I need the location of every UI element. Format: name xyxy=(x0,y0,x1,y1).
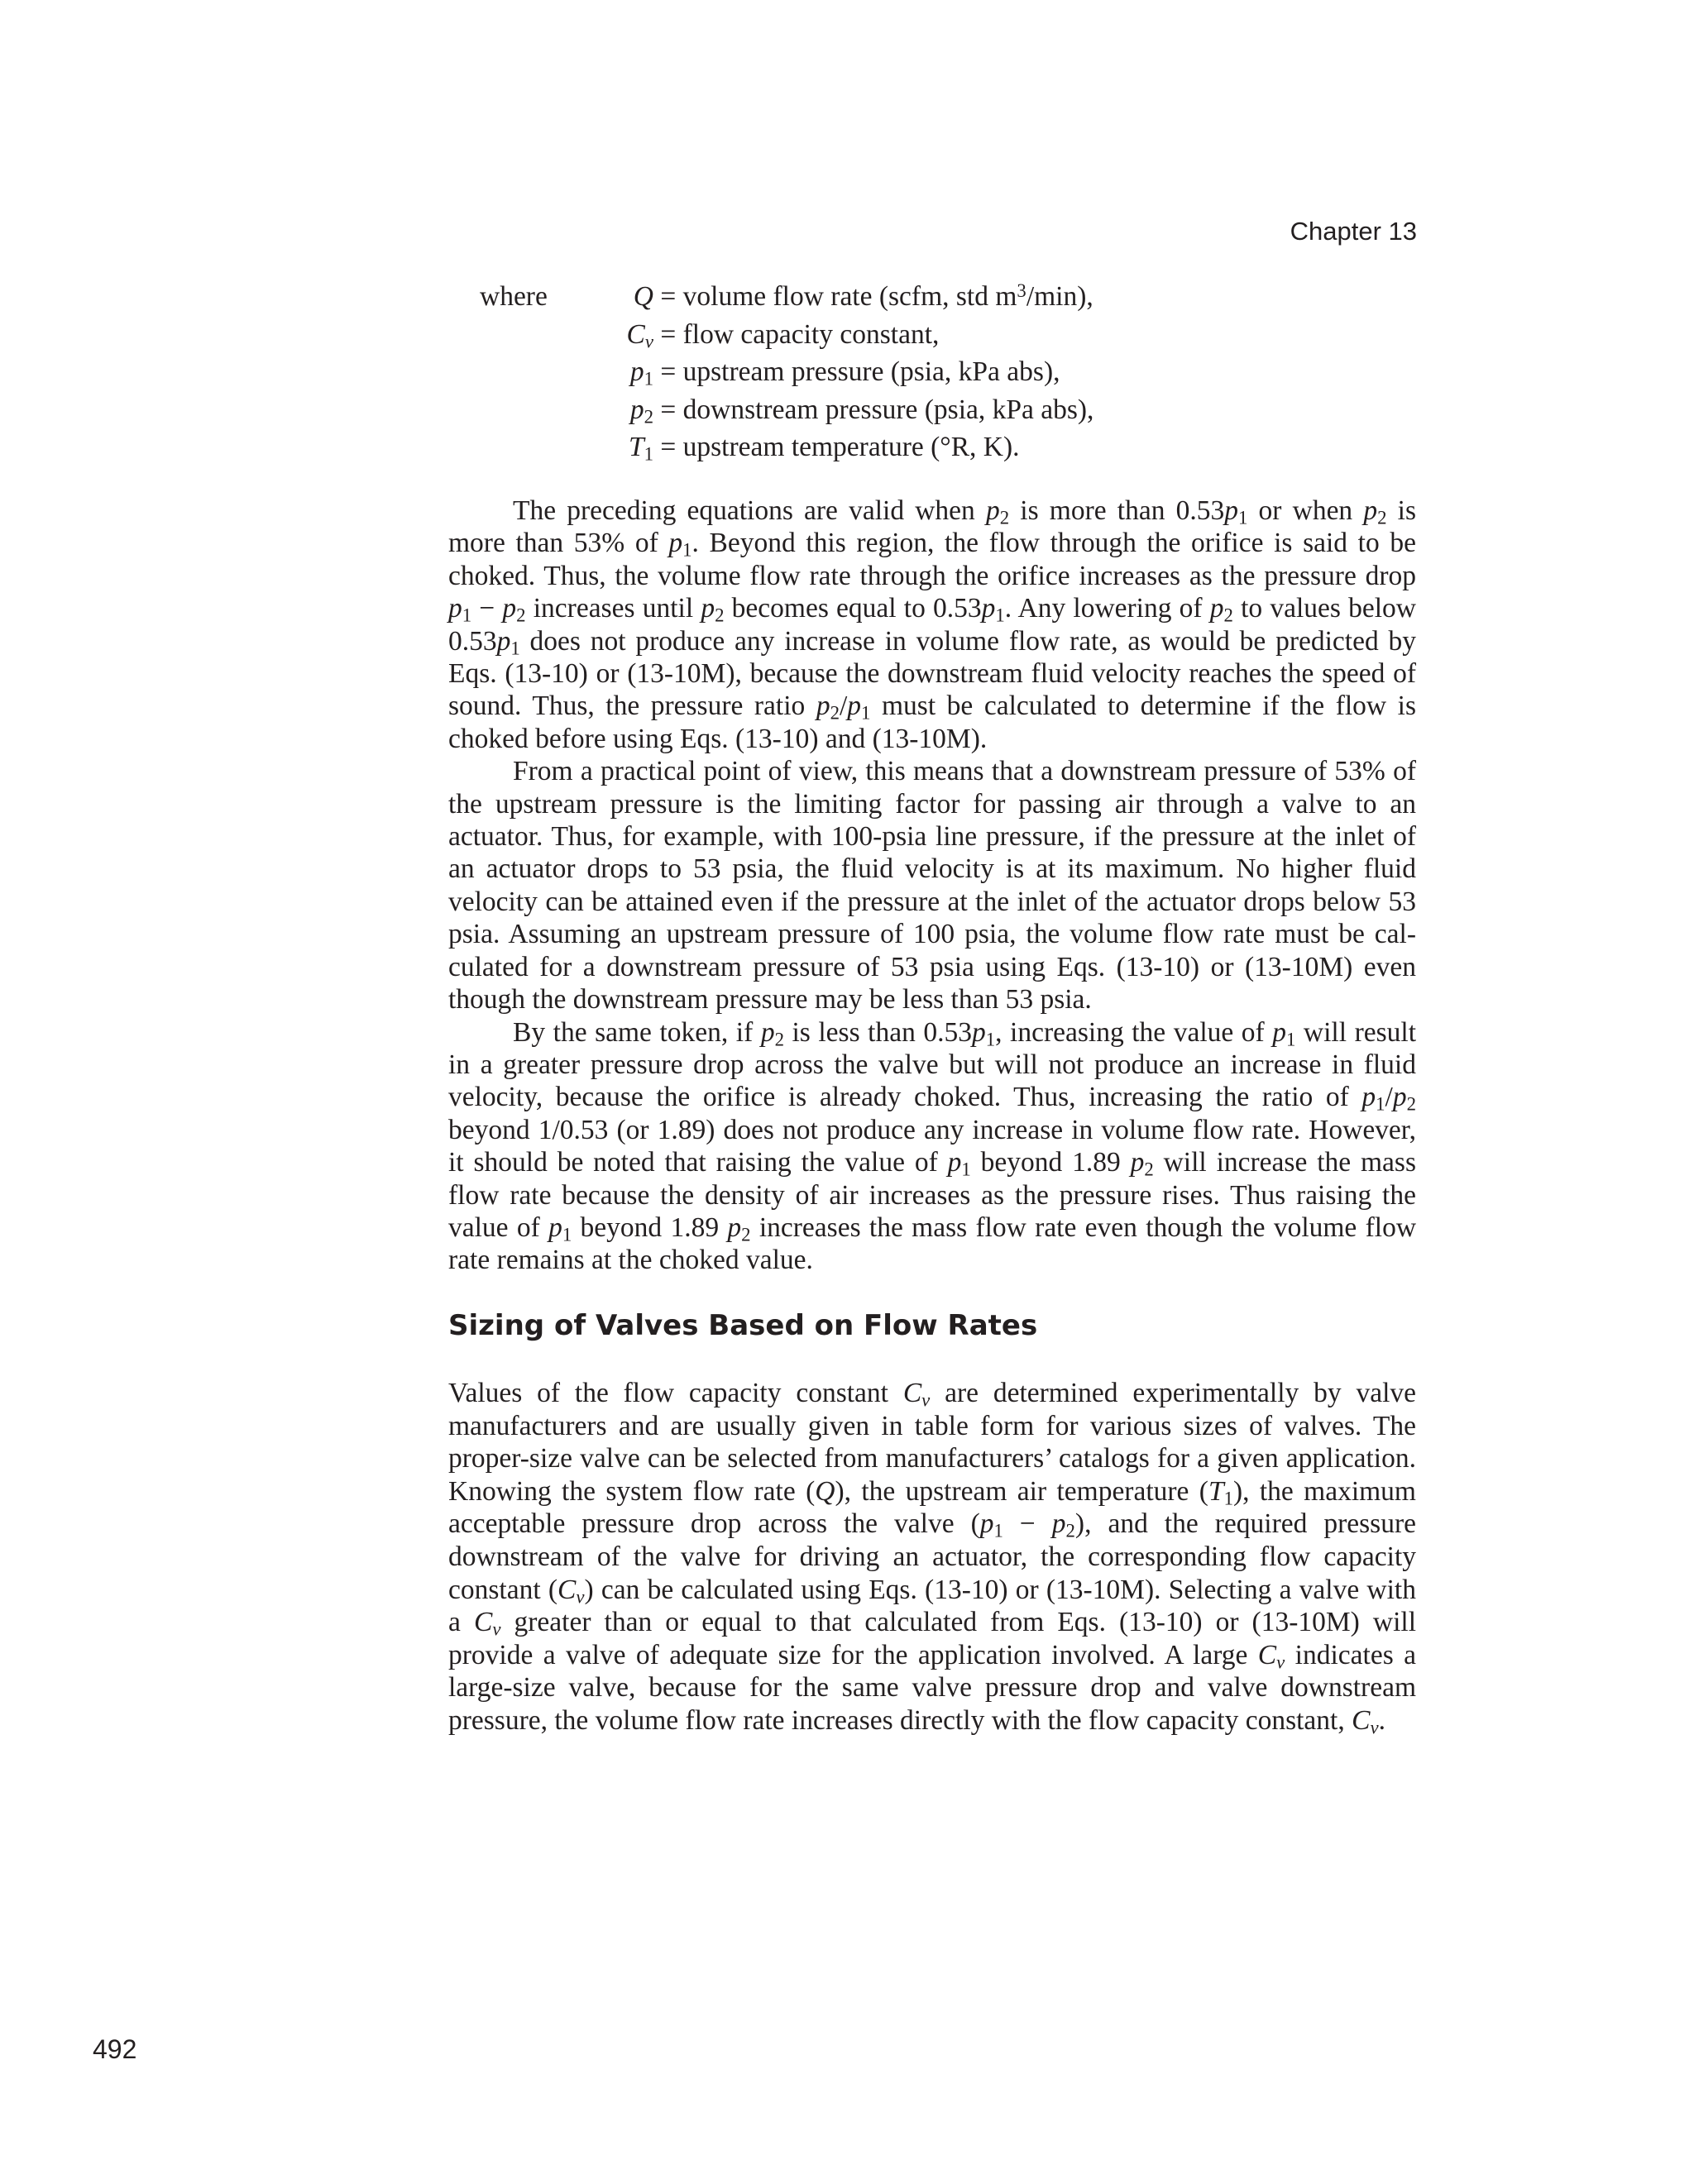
body-text-block-sizing xyxy=(448,1377,1416,1737)
running-head-chapter: Chapter 13 xyxy=(1290,217,1417,246)
paragraph-same-token: By the same token, if $p_2$ is less than $0.53p_1$, increasing the value of $p_1$ will result in a greater pressure drop across the valve but will not produce an increase in fluid velocity, because the orifice is already choked. Thus, increasing the ratio of $p_1/p_2$ beyond 1/0.53 (or 1.89) does not produce any increase in volume flow rate. However, it should be noted that raising the value of $p_1$ beyond 1.89 $p_2$ will increase the mass flow rate because the density of air increases as the pressure rises. Thus raising the value of $p_1$ beyond 1.89 $p_2$ increases the mass flow rate even though the volume flow rate remains at the choked value. xyxy=(448,1016,1417,1276)
page-number: 492 xyxy=(93,2034,137,2064)
definition-row-p1: $p_1$ = upstream pressure (psia, kPa abs), xyxy=(629,356,1060,389)
definition-row-cv: $C_v$ = flow capacity constant, xyxy=(626,318,940,352)
definition-row-t1: $T_1$ = upstream temperature (°R, K). xyxy=(628,432,1020,465)
paragraph-practical-view: From a practical point of view, this means that a downstream pressure of 53% of the upstream pressure is the limiting factor for passing air through a valve to an actuator. Thus, for example, with 100-psia line pressure, if the pressure at the inlet of an actuator drops to 53 psia, the fluid velocity is at its maximum. No higher fluid velocity can be attained even if the pressure at the inlet of the actuator drops below 53 psia. Assuming an upstream pressure of 100 psia, the volume flow rate must be calculated for a downstream pressure of 53 psia using Eqs. (13-10) or (13-10M) even though the downstream pressure may be less than 53 psia. xyxy=(448,756,1416,1016)
definition-row-p2: $p_2$ = downstream pressure (psia, kPa abs), xyxy=(629,394,1094,428)
paragraph-choked-flow: The preceding equations are valid when $p_2$ is more than $0.53p_1$ or when $p_2$ is more than 53% of $p_1$. Beyond this region, the flow through the orifice is said to be choked. Thus, the volume flow rate through the orifice increases as the pressure drop $p_1 - p_2$ increases until $p_2$ becomes equal to $0.53p_1$. Any lowering of $p_2$ to values below $0.53p_1$ does not produce any increase in volume flow rate, as would be predicted by Eqs. (13-10) or (13-10M), because the downstream fluid velocity reaches the speed of sound. Thus, the pressure ratio $p_2/p_1$ must be calculated to determine if the flow is choked before using Eqs. (13-10) and (13-10M). xyxy=(448,495,1417,754)
where-label: where xyxy=(480,281,548,312)
body-text-block xyxy=(448,495,1416,1277)
definition-row-q: Q = volume flow rate (scfm, std $m^3/\min$), xyxy=(633,280,1093,312)
section-heading: Sizing of Valves Based on Flow Rates xyxy=(448,1309,1038,1342)
paragraph-sizing-valves: Values of the flow capacity constant $C_v$ are determined experimentally by valve manufacturers and are usually given in table form for various sizes of valves. The proper-size valve can be selected from manufacturers’ catalogs for a given application. Knowing the system flow rate (Q), the upstream air temperature $(T_1)$, the maximum acceptable pressure drop across the valve $(p_1 - p_2)$, and the required pressure downstream of the valve for driving an actuator, the corresponding flow capacity constant $(C_v)$ can be calculated using Eqs. (13-10) or (13-10M). Selecting a valve with a $C_v$ greater than or equal to that calculated from Eqs. (13-10) or (13-10M) will provide a valve of adequate size for the application involved. A large $C_v$ indicates a large-size valve, because for the same valve pressure drop and valve downstream pressure, the volume flow rate increases directly with the flow capacity constant, $C_v$. xyxy=(448,1378,1417,1738)
